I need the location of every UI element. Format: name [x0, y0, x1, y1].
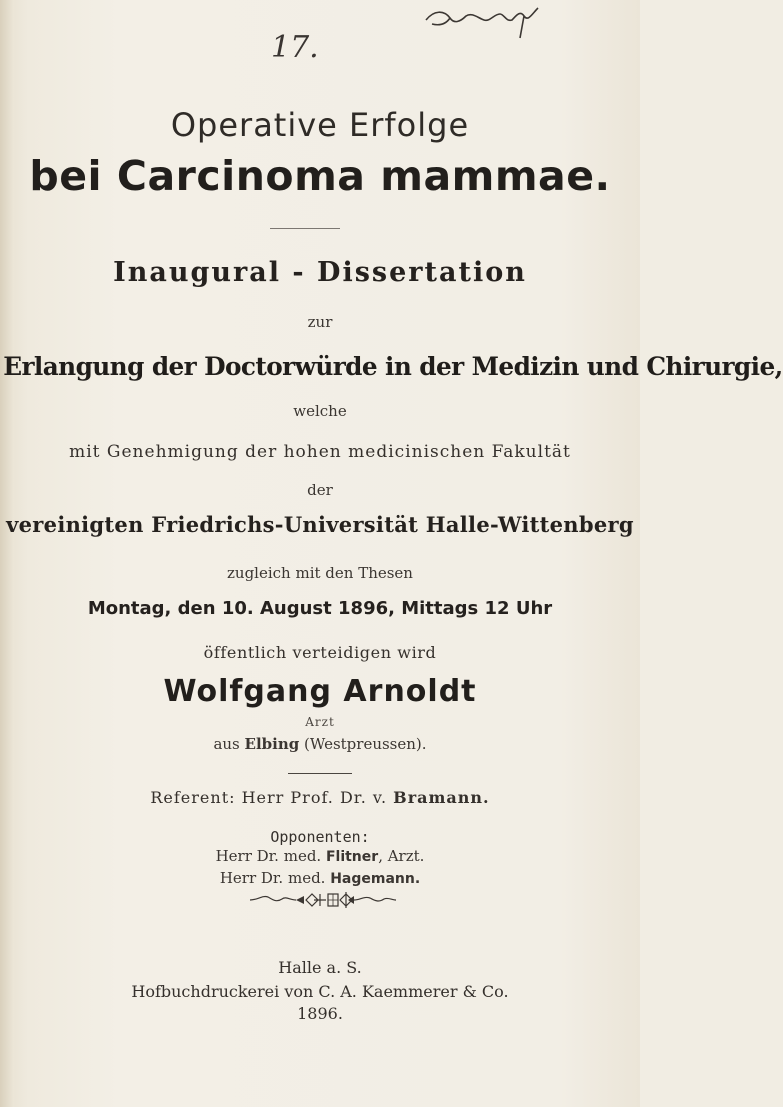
- author-origin: [0, 735, 640, 753]
- origin-city: Elbing: [244, 735, 300, 753]
- imprint-year: 1896.: [297, 1004, 343, 1023]
- referent-surname: Bramann.: [393, 788, 490, 807]
- welche-text: welche: [293, 402, 347, 420]
- imprint-printer: Hofbuchdruckerei von C. A. Kaemmerer & Co.: [131, 982, 509, 1001]
- opponents-label: Opponenten:: [270, 828, 370, 846]
- referent-name: Herr Prof. Dr. v.: [241, 788, 394, 807]
- defend-text: öffentlich verteidigen wird: [203, 643, 437, 662]
- university-text: vereinigten Friedrichs-Universität Halle-Wittenberg: [6, 512, 634, 537]
- purpose-text: Erlangung der Doctorwürde in der Medizin und Chirurgie,: [3, 352, 783, 381]
- opponent-1-suffix: , Arzt.: [378, 847, 425, 865]
- origin-suffix: (Westpreussen).: [299, 735, 427, 753]
- referent-label: Referent:: [150, 788, 242, 807]
- theses-text: zugleich mit den Thesen: [227, 564, 413, 582]
- opponent-2-prefix: Herr Dr. med.: [219, 869, 331, 887]
- handwritten-number: 17.: [271, 30, 319, 65]
- title-line-2: bei Carcinoma mammae.: [29, 152, 611, 200]
- dissertation-heading: Inaugural - Dissertation: [113, 257, 527, 288]
- referent-line: [0, 788, 640, 807]
- divider-top: [270, 228, 340, 229]
- opponent-1-name: Flitner: [325, 849, 379, 865]
- author-profession: Arzt: [305, 715, 335, 729]
- origin-prefix: aus: [213, 735, 245, 753]
- date-text: Montag, den 10. August 1896, Mittags 12 Uhr: [87, 598, 553, 619]
- imprint-place: Halle a. S.: [278, 958, 362, 977]
- opponent-2-name: Hagemann.: [330, 871, 421, 887]
- permission-text: mit Genehmigung der hohen medicinischen Fakultät: [69, 442, 571, 462]
- handwritten-scribble-icon: [420, 2, 550, 42]
- author-name: Wolfgang Arnoldt: [163, 674, 477, 709]
- ornament-divider-icon: [248, 887, 398, 913]
- opponent-1: [0, 847, 640, 865]
- opponent-1-prefix: Herr Dr. med.: [215, 847, 326, 865]
- divider-middle: [288, 773, 352, 774]
- der-text: der: [307, 481, 333, 499]
- zur-text: zur: [307, 313, 333, 331]
- opponent-2: [0, 869, 640, 887]
- title-line-1: Operative Erfolge: [170, 106, 470, 144]
